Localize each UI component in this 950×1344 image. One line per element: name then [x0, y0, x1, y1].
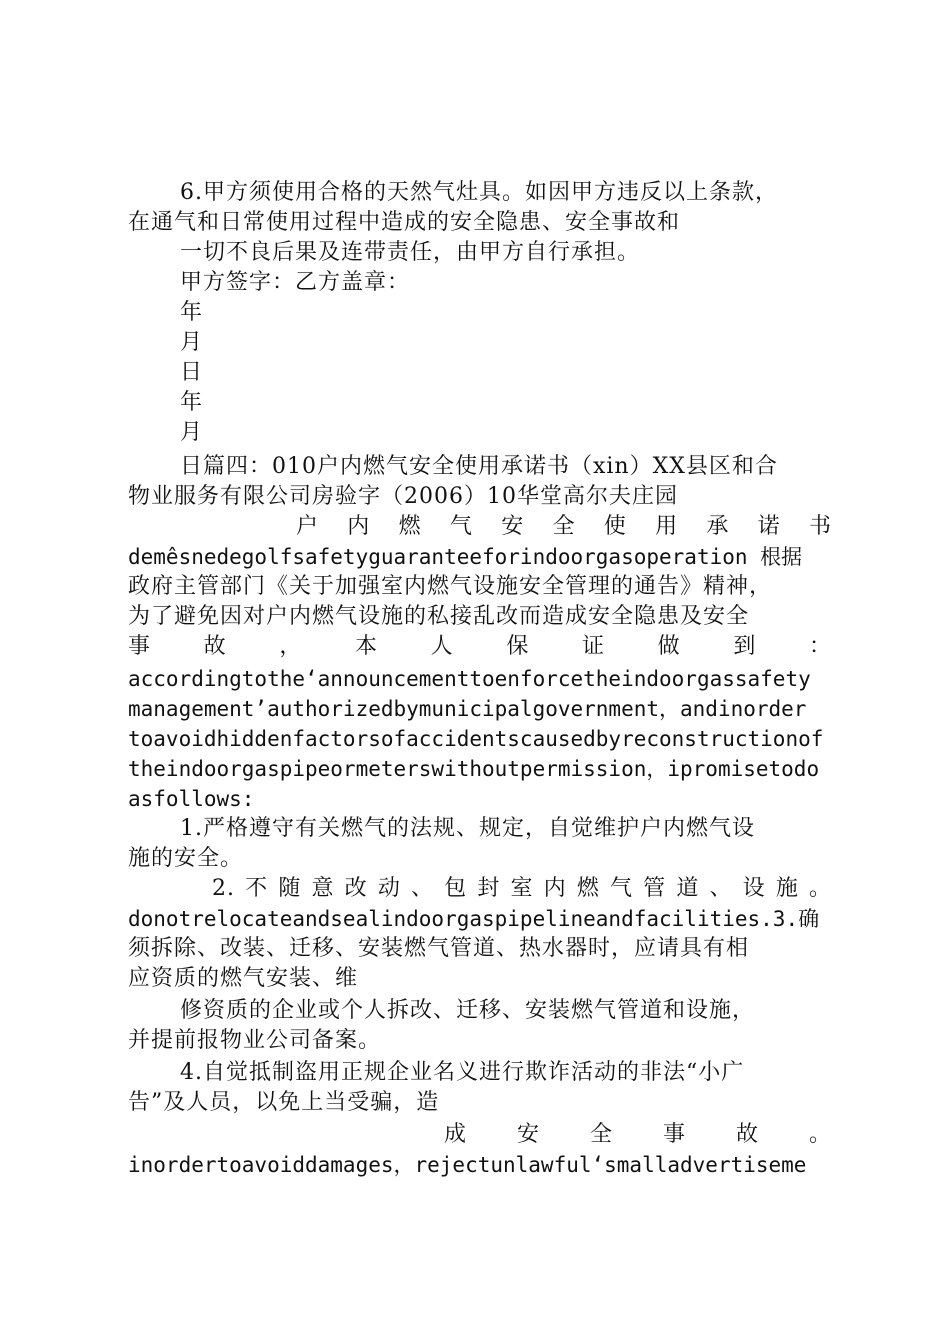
text-line: 年	[180, 300, 204, 325]
text-line: 成安全事故。	[444, 1122, 832, 1147]
text-line: 在通气和日常使用过程中造成的安全隐患、安全事故和	[128, 210, 681, 235]
text-line: 一切不良后果及连带责任，由甲方自行承担。	[180, 240, 641, 265]
text-line: management’authorizedbymunicipalgovernment，andinorder	[128, 697, 807, 721]
section-heading: 户内燃气安全使用承诺书	[296, 514, 832, 539]
text-line: 并提前报物业公司备案。	[128, 1028, 382, 1053]
text-line: 告”及人员，以免上当受骗，造	[128, 1090, 440, 1115]
text-line: 政府主管部门《关于加强室内燃气设施安全管理的通告》精神，	[128, 574, 773, 599]
text-line: theindoorgaspipeormeterswithoutpermission，ipromisetodo	[128, 757, 820, 781]
text-line: toavoidhiddenfactorsofaccidentscausedbyreconstructionof	[128, 727, 824, 751]
text-line: accordingtothe‘announcementtoenforcetheindoorgassafety	[128, 667, 811, 691]
text-line: 月	[180, 330, 204, 355]
text-line: 日篇四：010户内燃气安全使用承诺书（xin）XX县区和合	[180, 454, 778, 479]
text-line: inordertoavoiddamages，rejectunlawful‘smalladvertiseme	[128, 1153, 807, 1177]
text-line: 2.不随意改动、包封室内燃气管道、设施。	[212, 876, 832, 901]
text-line: 事故，本人保证做到：	[128, 634, 832, 659]
text-line: 施的安全。	[128, 846, 244, 871]
text-line: 日	[180, 360, 204, 385]
text-line: 4.自觉抵制盗用正规企业名义进行欺诈活动的非法“小广	[180, 1060, 745, 1085]
text-line: 须拆除、改装、迁移、安装燃气管道、热水器时，应请具有相	[128, 936, 750, 961]
text-line: donotrelocateandsealindoorgaspipelineandfacilities.3.确	[128, 907, 820, 931]
text-line: 物业服务有限公司房验字（2006）10华堂高尔夫庄园	[128, 484, 678, 509]
text-line: 修资质的企业或个人拆改、迁移、安装燃气管道和设施，	[180, 998, 756, 1023]
text-line: 为了避免因对户内燃气设施的私接乱改而造成安全隐患及安全	[128, 604, 750, 629]
text-line: asfollows:	[128, 787, 255, 811]
text-line: 应资质的燃气安装、维	[128, 966, 359, 991]
text-line: 6.甲方须使用合格的天然气灶具。如因甲方违反以上条款，	[180, 180, 778, 205]
text-line: 1.严格遵守有关燃气的法规、规定，自觉维护户内燃气设	[180, 816, 755, 841]
text-line: 甲方签字：乙方盖章：	[180, 270, 411, 295]
text-line: demêsnedegolfsafetyguaranteeforindoorgasoperation 根据	[128, 545, 803, 569]
text-line: 月	[180, 420, 204, 445]
text-line: 年	[180, 390, 204, 415]
